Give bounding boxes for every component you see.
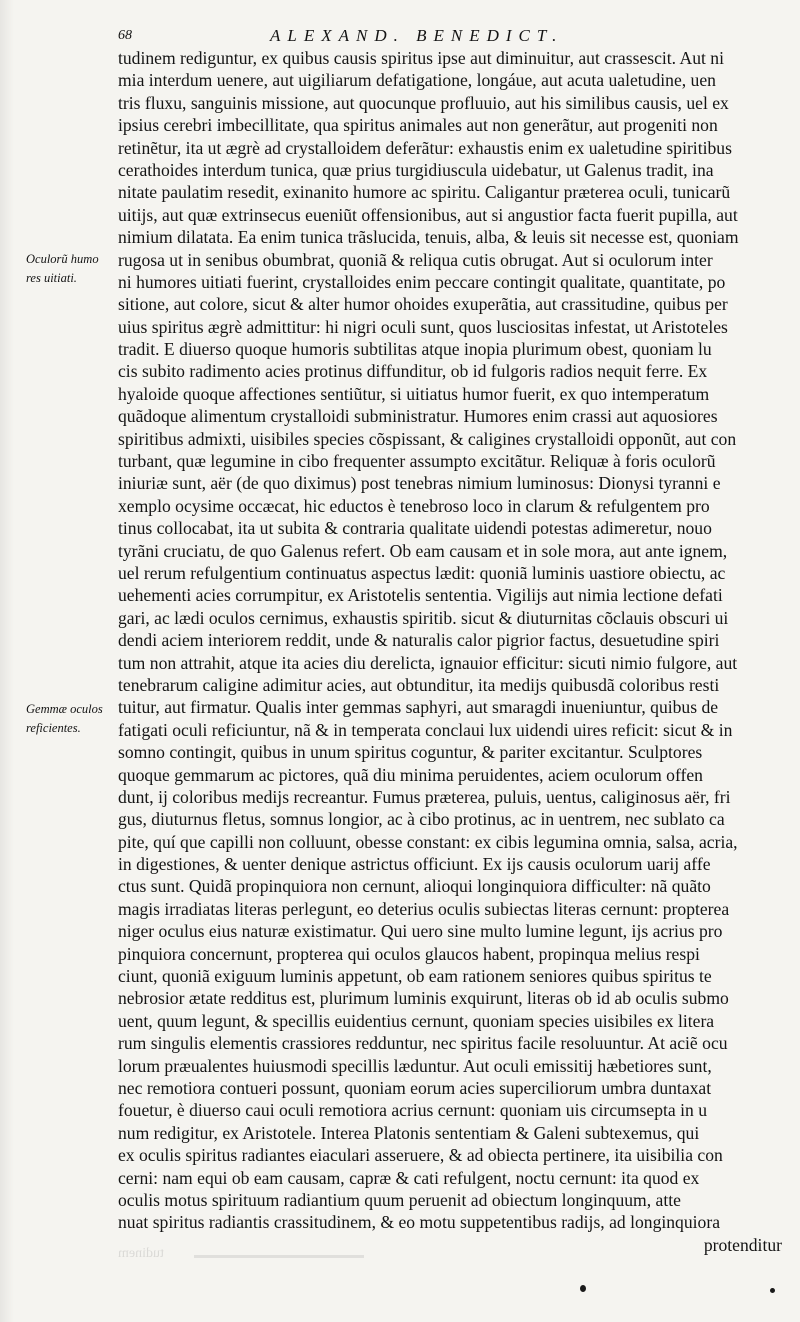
text-line: ni humores uitiati fuerint, crystalloides enim peccare contingit qualitate, quantitate, po xyxy=(118,271,726,292)
text-line: uehementi acies corrumpitur, ex Aristotelis sententia. Vigilijs aut nimia lectione defati xyxy=(118,585,723,606)
text-line: dendi aciem interiorem reddit, unde & naturalis calor pigrior factus, desuetudine spiri xyxy=(118,630,720,651)
ink-blot xyxy=(580,1285,586,1292)
text-line: in digestiones, & uenter denique astrictus officiunt. Ex ijs causis oculorum uarij affe xyxy=(118,854,711,875)
text-line: tinus collocabat, ita ut subita & contraria qualitate uidendi potestas adimeretur, nouo xyxy=(118,518,712,539)
text-line: mia interdum uenere, aut uigiliarum defatigatione, longáue, aut acuta ualetudine, uen xyxy=(118,70,716,91)
text-line: uel rerum refulgentium continuatus aspectus lædit: quoniã luminis uastiore obiectu, ac xyxy=(118,562,726,583)
bleed-through-text xyxy=(118,1246,368,1272)
text-line: nuat spiritus radiantis crassitudinem, & eo motu suppetentibus radijs, ad longinquiora xyxy=(118,1212,721,1233)
text-line: xemplo ocysime occæcat, hic eductos è tenebroso loco in clarum & refulgentem pro xyxy=(118,495,710,516)
text-line: ctus sunt. Quidã propinquiora non cernunt, alioqui longinquiora difficulter: nã quãto xyxy=(118,876,711,897)
marginal-note-gemmae-oculos xyxy=(26,700,118,738)
text-line: niger oculus eius naturæ existimatur. Qui uero sine multo lumine legunt, ijs acrius pro xyxy=(118,921,723,942)
text-line: fatigati oculi reficiuntur, nã & in temperata conclaui lux uidendi uires reficit: sicut & in xyxy=(118,719,733,740)
text-line: magis irradiatas literas perlegunt, eo deterius oculis subiectas literas cernunt: propterea xyxy=(118,898,730,919)
text-line: ipsius cerebri imbecillitate, qua spiritus animales aut non generãtur, aut progeniti non xyxy=(118,115,718,136)
running-title: ALEXAND. BENEDICT. xyxy=(270,26,564,45)
text-line: tris fluxu, sanguinis missione, aut quocunque profluuio, aut his similibus causis, uel ex xyxy=(118,92,729,113)
text-line: cis subito radimento acies protinus diffunditur, ob id fulgoris radios nequit ferre. Ex xyxy=(118,361,708,382)
page-number: 68 xyxy=(118,28,132,43)
text-line: somno contingit, quibus in unum spiritus coguntur, & pariter excitantur. Sculptores xyxy=(118,742,703,763)
text-line: uitijs, aut quæ extrinsecus eueniũt offensionibus, aut si angustior facta fuerit pupilla, aut xyxy=(118,204,738,225)
text-line: tradit. E diuerso quoque humoris subtilitas atque inopia plurimum obest, quoniam lu xyxy=(118,339,712,360)
text-line: tyrãni cruciatu, de quo Galenus refert. Ob eam causam et in sole mora, aut ante ignem, xyxy=(118,540,728,561)
text-line: nebrosior ætate redditus est, plurimum luminis exquirunt, literas ob id ab oculis submo xyxy=(118,988,729,1009)
bleed-through-word: tudinem xyxy=(118,1246,164,1261)
text-line: tuitur, aut firmatur. Qualis inter gemmas saphyri, aut smaragdi inueniuntur, quibus de xyxy=(118,697,719,718)
text-line: dunt, ij coloribus medijs recreantur. Fumus præterea, puluis, uentus, caliginosus aër, fri xyxy=(118,786,731,807)
text-line: nec remotiora contueri possunt, quoniam eorum acies superciliorum umbra duntaxat xyxy=(118,1077,712,1098)
bleed-through-mark xyxy=(194,1255,364,1258)
text-line: tenebrarum caligine adimitur acies, aut obtunditur, ita medijs quibusdã coloribus resti xyxy=(118,674,720,695)
marginal-note-oculorum-humores xyxy=(26,250,118,288)
text-line: ex oculis spiritus radiantes eiaculari asseruere, & ad obiecta pertinere, ita uisibilia con xyxy=(118,1145,723,1166)
marginal-note-line: res uitiati. xyxy=(26,271,77,285)
text-line: nitate paulatim resedit, exinanito humore ac spiritu. Caligantur præterea oculi, tunicarũ xyxy=(118,182,731,203)
text-line: lorum præualentes huiusmodi specillis læduntur. Aut oculi emissitij hæbetiores sunt, xyxy=(118,1055,712,1076)
marginal-note-line: Gemmæ oculos xyxy=(26,702,103,716)
text-line: rum singulis elementis crassiores redduntur, nec spiritus facile resoluuntur. At aciẽ ocu xyxy=(118,1033,728,1054)
text-line: pite, quí que capilli non colluunt, obesse constant: ex cibis legumina omnia, salsa, acria, xyxy=(118,831,738,852)
text-line: uius spiritus ægrè admittitur: hi nigri oculi sunt, quos lusciositas infestat, ut Aristoteles xyxy=(118,316,728,337)
text-line: tudinem rediguntur, ex quibus causis spiritus ipse aut diminuitur, aut crassescit. Aut ni xyxy=(118,48,724,68)
text-line: gus, diuturnus fletus, somnus longior, ac à cibo protinus, ac in uentrem, nec sublato ca xyxy=(118,809,725,830)
marginal-note-line: Oculorũ humo xyxy=(26,252,99,266)
text-line: fouetur, è diuerso caui oculi remotiora acrius cernunt: quoniam uis circumsepta in u xyxy=(118,1100,707,1121)
text-line: rugosa ut in senibus obumbrat, quoniã & reliqua cutis obrugat. Aut si oculorum inter xyxy=(118,249,713,270)
ink-blot xyxy=(770,1288,775,1293)
text-line: protenditur xyxy=(703,1234,782,1255)
text-line: iniuriæ sunt, aër (de quo diximus) post tenebras nimium luminosus: Dionysi tyranni e xyxy=(118,473,721,494)
text-line: cerni: nam equi ob eam causam, capræ & cati refulgent, noctu cernunt: ita quod ex xyxy=(118,1167,700,1188)
text-line: quãdoque alimentum crystalloidi subministratur. Humores enim crassi aut aquosiores xyxy=(118,406,718,427)
text-line: retinẽtur, ita ut ægrè ad crystalloidem deferãtur: exhaustis enim ex ualetudine spiritibus xyxy=(118,137,732,158)
text-line: nimium dilatata. Ea enim tunica trãslucida, tenuis, alba, & leuis sit necesse est, quoniam xyxy=(118,227,739,248)
text-line: sitione, aut colore, sicut & alter humor ohoides exuperãtia, aut crassitudine, quibus per xyxy=(118,294,728,315)
text-line: quoque gemmarum ac pictores, quã diu minima peruidentes, aciem oculorum offen xyxy=(118,764,703,785)
main-text-block xyxy=(118,47,782,1256)
text-line: spiritibus admixti, uisibiles species cõspissant, & caligines crystalloidi opponũt, aut con xyxy=(118,428,737,449)
text-line: uent, quum legunt, & specillis euidentius cernunt, quoniam species uisibiles ex litera xyxy=(118,1010,715,1031)
text-line: cerathoides interdum tunica, quæ prius turgidiuscula uidebatur, ut Galenus tradit, ina xyxy=(118,159,714,180)
text-line: num redigitur, ex Aristotele. Interea Platonis sententiam & Galeni subtexemus, qui xyxy=(118,1122,700,1143)
text-line: hyaloide quoque affectiones sentiũtur, si uitiatus humor fuerit, ex quo intemperatum xyxy=(118,383,710,404)
text-line: pinquiora concernunt, propterea qui oculos glaucos habent, propinqua melius respi xyxy=(118,943,700,964)
page-header xyxy=(118,26,778,48)
text-line: gari, ac lædi oculos cernimus, exhaustis spiritib. sicut & diuturnitas cõclauis obscuri ui xyxy=(118,607,729,628)
text-line: tum non attrahit, atque ita acies diu derelicta, ignauior efficitur: sicuti nimio fulgore, aut xyxy=(118,652,738,673)
text-line: turbant, quæ legumine in cibo frequenter assumpto excitãtur. Reliquæ à foris oculorũ xyxy=(118,451,716,472)
text-line: oculis motus spirituum radiantium quum peruenit ad obiectum longinquum, atte xyxy=(118,1189,681,1210)
marginal-note-line: reficientes. xyxy=(26,721,81,735)
text-line: ciunt, quoniã exiguum luminis appetunt, ob eam rationem seniores quibus spiritus te xyxy=(118,966,712,987)
